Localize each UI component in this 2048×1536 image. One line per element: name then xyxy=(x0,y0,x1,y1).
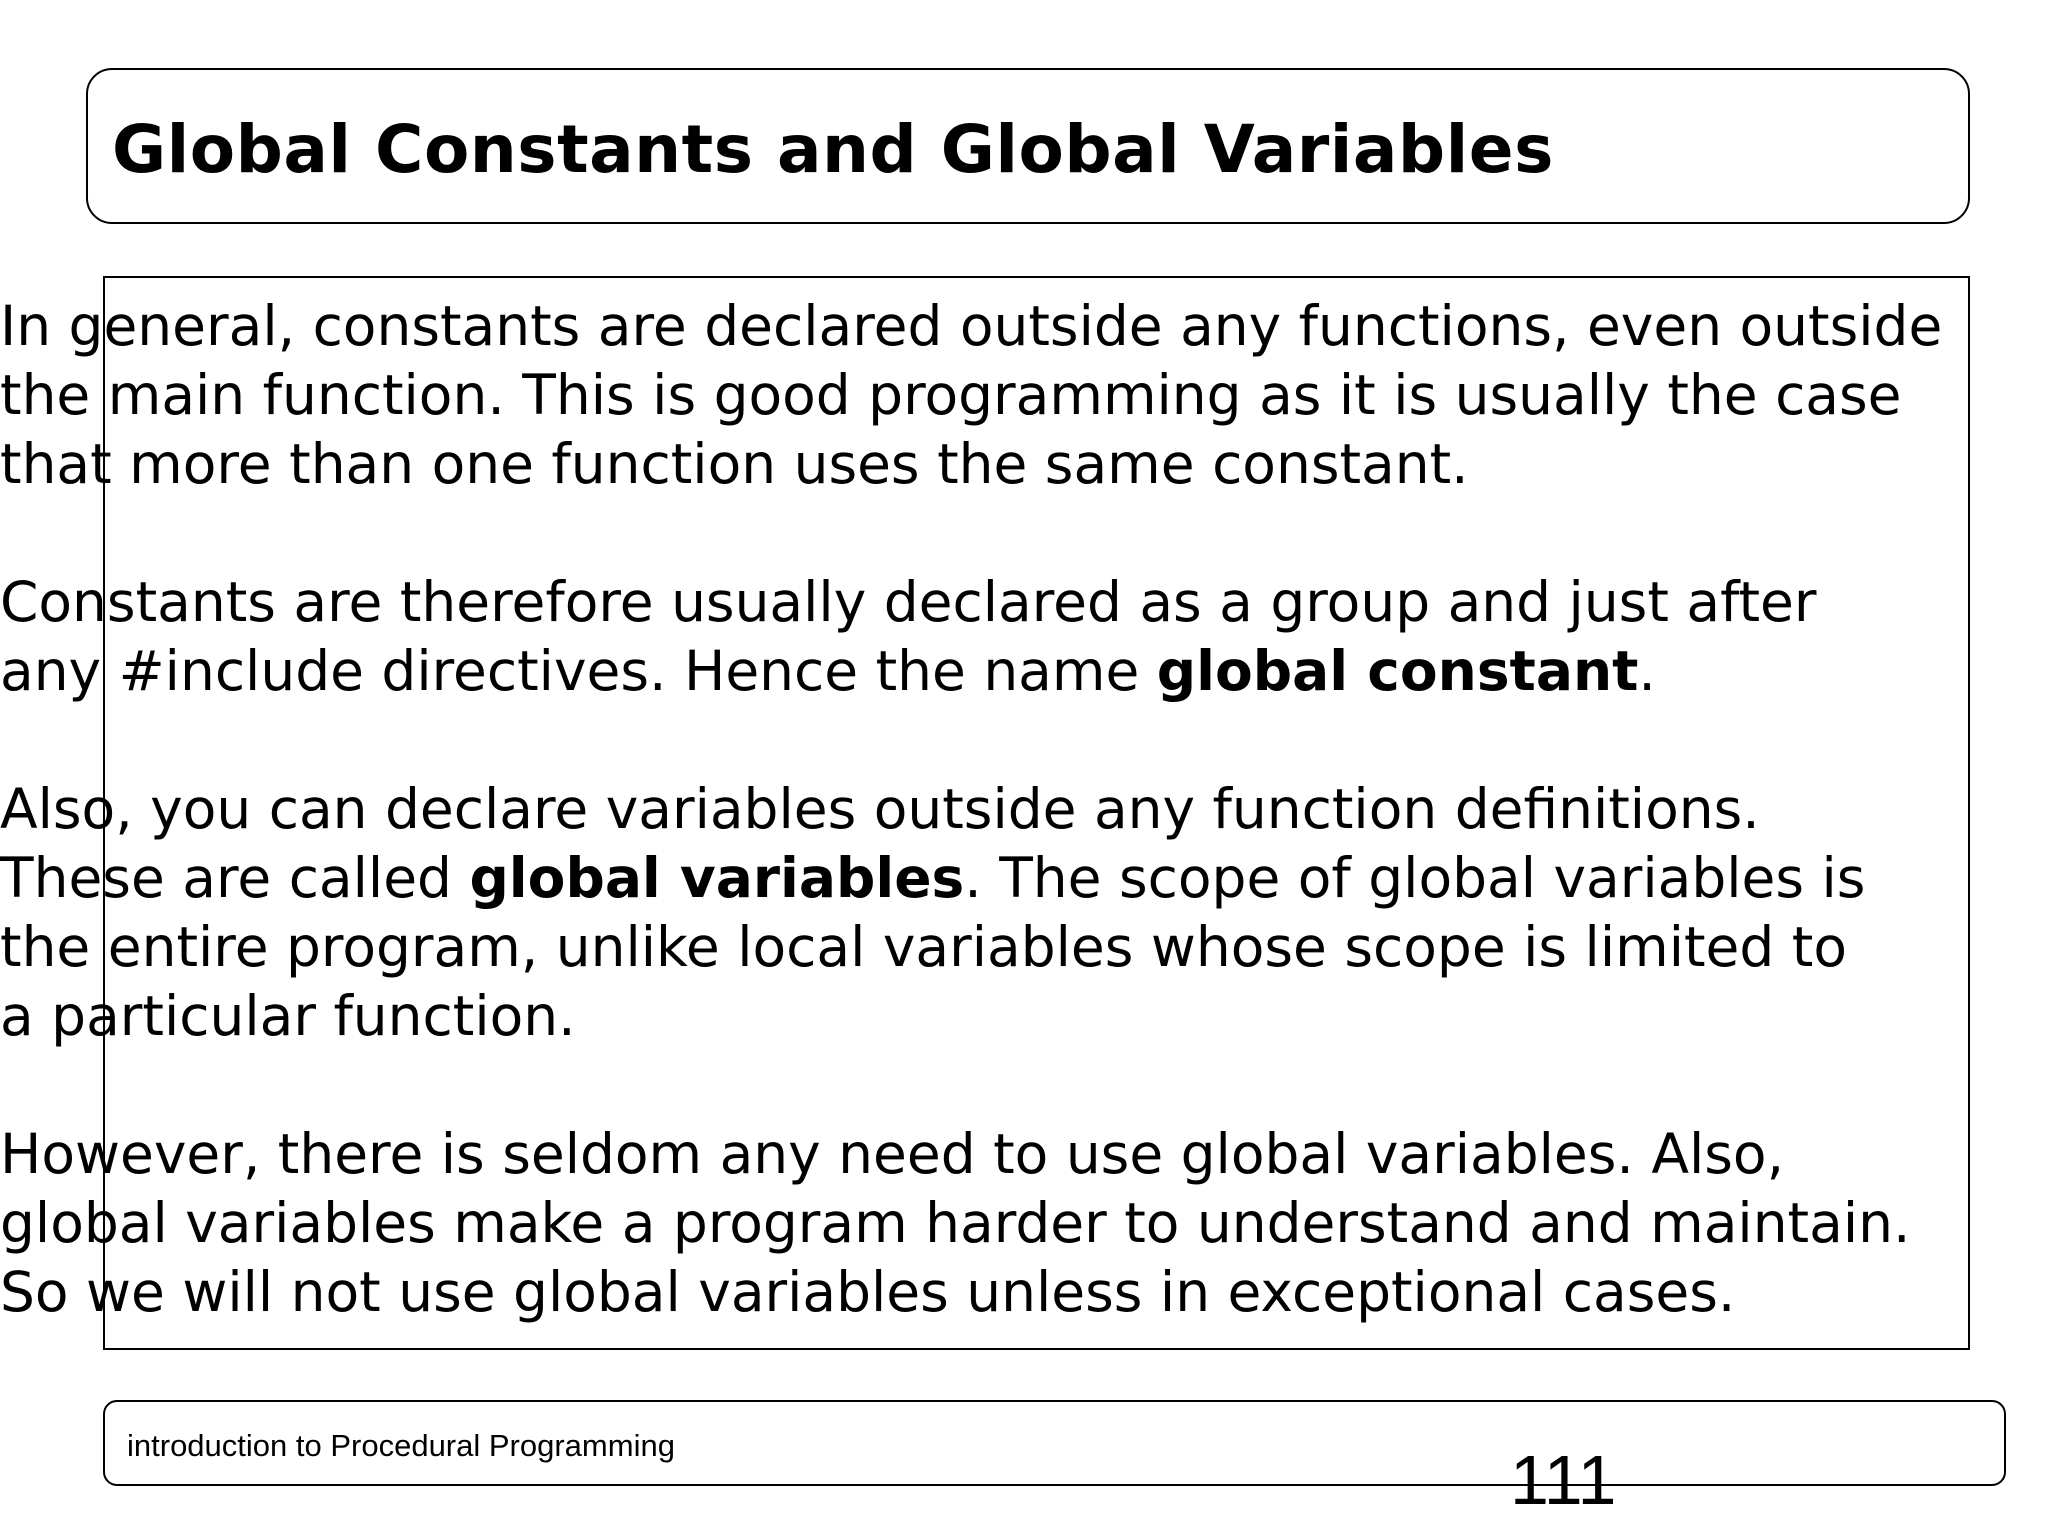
paragraph-3 xyxy=(0,775,2000,1051)
body-text-segment: . xyxy=(1638,639,1656,703)
paragraph-1 xyxy=(0,292,2000,499)
body-line: In general, constants are declared outside any functions, even outside xyxy=(0,294,1943,358)
body-line: the main function. This is good programming as it is usually the case xyxy=(0,363,1902,427)
paragraph-4 xyxy=(0,1120,2000,1327)
body-line-with-term xyxy=(0,637,2000,706)
body-line-with-term xyxy=(0,844,2000,913)
body-line: a particular function. xyxy=(0,984,576,1048)
slide-title: Global Constants and Global Variables xyxy=(112,111,1554,188)
body-line: that more than one function uses the same constant. xyxy=(0,432,1469,496)
paragraph-2 xyxy=(0,568,2000,706)
key-term-global-constant: global constant xyxy=(1156,639,1639,703)
page-number: 111 xyxy=(1510,1441,1617,1519)
slide-body xyxy=(0,292,2000,1327)
body-text-segment: . The scope of global variables is xyxy=(964,846,1866,910)
body-line: global variables make a program harder to understand and maintain. xyxy=(0,1191,1911,1255)
body-line: Constants are therefore usually declared as a group and just after xyxy=(0,570,1817,634)
body-line: However, there is seldom any need to use global variables. Also, xyxy=(0,1122,1785,1186)
footer-course-title: introduction to Procedural Programming xyxy=(127,1428,675,1463)
body-line: the entire program, unlike local variables whose scope is limited to xyxy=(0,915,1847,979)
body-text-segment: These are called xyxy=(0,846,470,910)
body-line: So we will not use global variables unless in exceptional cases. xyxy=(0,1260,1736,1324)
body-text-segment: any #include directives. Hence the name xyxy=(0,639,1157,703)
key-term-global-variables: global variables xyxy=(469,846,965,910)
body-line: Also, you can declare variables outside any function definitions. xyxy=(0,777,1760,841)
